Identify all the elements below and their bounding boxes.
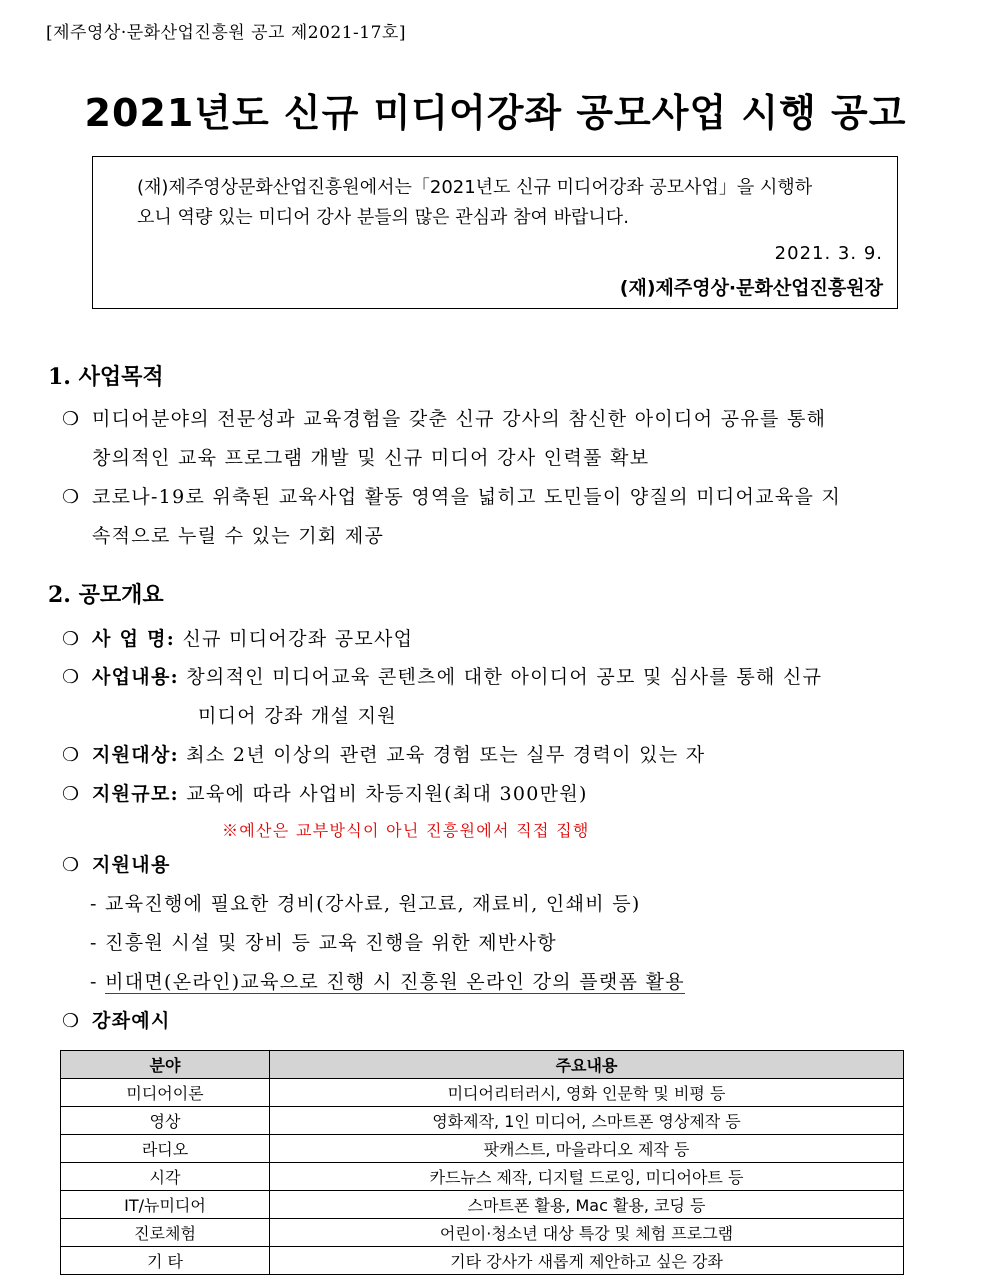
support-content-item-3-dash: - [90,971,106,993]
table-row [61,1135,904,1163]
project-name-row [62,624,413,651]
field-cell: 영상 [61,1107,270,1135]
budget-note: ※예산은 교부방식이 아닌 진흥원에서 직접 집행 [222,821,590,840]
table-row [61,1107,904,1135]
support-scale-row [62,779,588,806]
table-header-row [61,1051,904,1079]
field-cell: 시각 [61,1163,270,1191]
circle-bullet-icon: ❍ [62,628,81,650]
content-cell: 어린이·청소년 대상 특강 및 체험 프로그램 [270,1219,904,1247]
field-cell: 진로체험 [61,1219,270,1247]
support-scale-value: 교육에 따라 사업비 차등지원(최대 300만원) [186,783,588,805]
project-content-line-1: 창의적인 미디어교육 콘텐츠에 대한 아이디어 공모 및 심사를 통해 신규 [186,666,823,688]
header-main-content: 주요내용 [270,1051,904,1079]
intro-box [92,156,898,309]
table-row [61,1163,904,1191]
field-cell: IT/뉴미디어 [61,1191,270,1219]
page-title: 2021년도 신규 미디어강좌 공모사업 시행 공고 [84,91,907,135]
support-content-label: 지원내용 [92,854,171,876]
notice-date: 2021. 3. 9. [774,243,883,264]
support-target-value: 최소 2년 이상의 관련 교육 경험 또는 실무 경력이 있는 자 [186,744,706,766]
section-2-heading: 2. 공모개요 [48,582,164,608]
support-content-item-1: - 교육진행에 필요한 경비(강사료, 원고료, 재료비, 인쇄비 등) [90,893,641,915]
circle-bullet-icon: ❍ [62,744,81,766]
issuer-signature: (재)제주영상·문화산업진흥원장 [619,277,883,299]
content-cell: 스마트폰 활용, Mac 활용, 코딩 등 [270,1191,904,1219]
header-field: 분야 [61,1051,270,1079]
section-1-heading: 1. 사업목적 [48,364,164,390]
online-platform-text: 비대면(온라인)교육으로 진행 시 진흥원 온라인 강의 플랫폼 활용 [105,971,685,993]
purpose-item-2-line-2: 속적으로 누릴 수 있는 기회 제공 [92,525,385,547]
table-row [61,1079,904,1107]
content-cell: 미디어리터러시, 영화 인문학 및 비평 등 [270,1079,904,1107]
intro-line-1: (재)제주영상문화산업진흥원에서는「2021년도 신규 미디어강좌 공모사업」을 시행하 [137,177,813,198]
project-name-value: 신규 미디어강좌 공모사업 [182,628,414,650]
purpose-item-1-line-1: 미디어분야의 전문성과 교육경험을 갖춘 신규 강사의 참신한 아이디어 공유를 통해 [92,408,827,430]
support-content-item-2: - 진흥원 시설 및 장비 등 교육 진행을 위한 제반사항 [90,932,557,954]
circle-bullet-icon: ❍ [62,486,81,508]
field-cell: 미디어이론 [61,1079,270,1107]
intro-text [137,173,877,233]
content-cell: 팟캐스트, 마을라디오 제작 등 [270,1135,904,1163]
notice-number: [제주영상·문화산업진흥원 공고 제2021-17호] [46,23,406,43]
support-content-item-3 [90,967,685,994]
content-cell: 기타 강사가 새롭게 제안하고 싶은 강좌 [270,1247,904,1275]
purpose-item-1 [62,404,826,431]
project-content-label: 사업내용: [92,666,179,688]
support-target-row [62,740,705,767]
course-examples-table [60,1050,904,1275]
project-name-label: 사 업 명: [92,628,176,650]
purpose-item-1-line-2: 창의적인 교육 프로그램 개발 및 신규 미디어 강사 인력풀 확보 [92,447,650,469]
table-row [61,1247,904,1275]
support-scale-label: 지원규모: [92,783,179,805]
table-row [61,1191,904,1219]
field-cell: 기 타 [61,1247,270,1275]
content-cell: 카드뉴스 제작, 디지털 드로잉, 미디어아트 등 [270,1163,904,1191]
table-row [61,1219,904,1247]
purpose-item-2 [62,482,841,509]
circle-bullet-icon: ❍ [62,783,81,805]
circle-bullet-icon: ❍ [62,666,81,688]
project-content-row [62,662,822,689]
intro-line-2: 오니 역량 있는 미디어 강사 분들의 많은 관심과 참여 바랍니다. [137,207,629,228]
course-examples-label: 강좌예시 [92,1010,171,1032]
course-examples-row [62,1006,171,1033]
circle-bullet-icon: ❍ [62,1010,81,1032]
field-cell: 라디오 [61,1135,270,1163]
project-content-line-2: 미디어 강좌 개설 지원 [198,705,397,727]
content-cell: 영화제작, 1인 미디어, 스마트폰 영상제작 등 [270,1107,904,1135]
support-content-row [62,850,171,877]
circle-bullet-icon: ❍ [62,854,81,876]
purpose-item-2-line-1: 코로나-19로 위축된 교육사업 활동 영역을 넓히고 도민들이 양질의 미디어교육을 지 [92,486,842,508]
support-target-label: 지원대상: [92,744,179,766]
circle-bullet-icon: ❍ [62,408,81,430]
